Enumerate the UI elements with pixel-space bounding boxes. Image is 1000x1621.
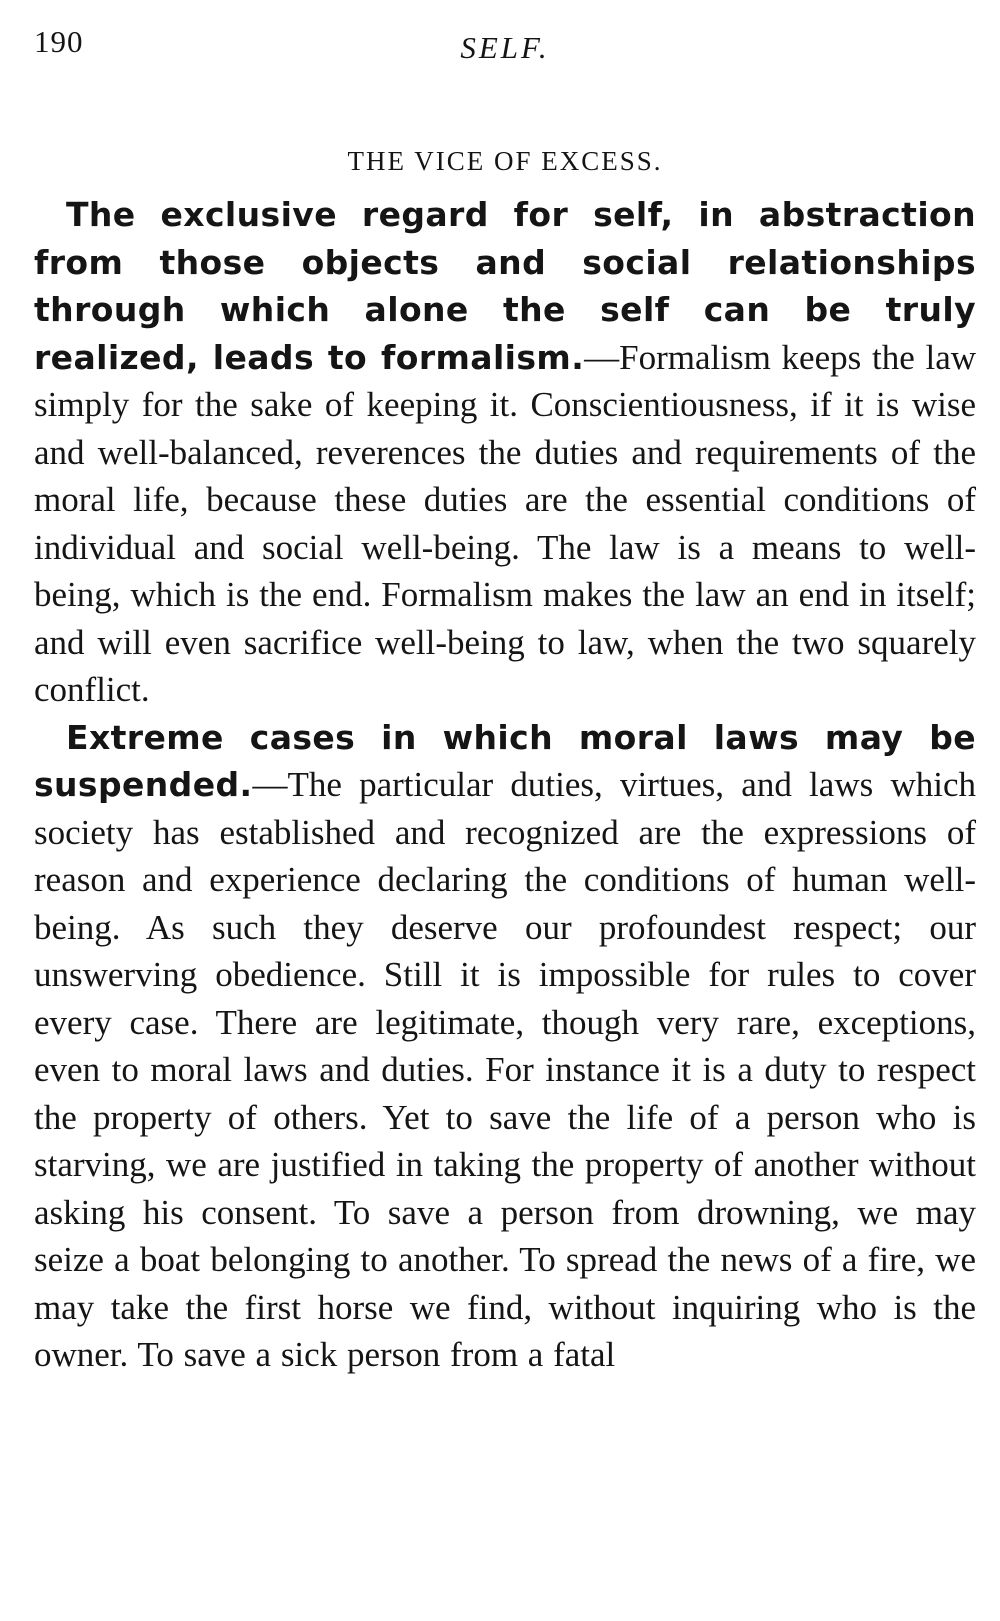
paragraph-lead: Extreme cases in which moral laws may be suspended. <box>34 717 976 804</box>
paragraph-formalism <box>34 191 976 714</box>
paragraph-body: —Formalism keeps the law simply for the sake of keeping it. Conscientiousness, if it is wise and well-balanced, reverences the duties and requirements of the moral life, because these duties are the essential conditions of individual and social well-being. The law is a means to well-being, which is the end. Formalism makes the law an end in itself; and will even sacrifice well-being to law, when the two squarely conflict. <box>34 337 976 709</box>
page-number: 190 <box>34 24 84 59</box>
section-heading: THE VICE OF EXCESS. <box>347 146 663 176</box>
book-page <box>34 20 976 1600</box>
paragraph-extreme-cases <box>34 714 976 1379</box>
running-head <box>34 20 976 80</box>
paragraph-lead: The exclusive regard for self, in abstraction from those objects and social relationships through which alone the self can be truly realized, leads to formalism. <box>34 195 976 377</box>
running-title: SELF. <box>460 30 550 65</box>
paragraph-body: —The particular duties, virtues, and laws which society has established and recognized are the expressions of reason and experience declaring the conditions of human well-being. As such they deserve our profoundest respect; our unswerving obedience. Still it is impossible for rules to cover every case. There are legitimate, though very rare, exceptions, even to moral laws and duties. For instance it is a duty to respect the property of others. Yet to save the life of a person who is starving, we are justified in taking the property of another without asking his consent. To save a person from drowning, we may seize a boat belonging to another. To spread the news of a fire, we may take the first horse we find, without inquiring who is the owner. To save a sick person from a fatal <box>34 765 976 1374</box>
